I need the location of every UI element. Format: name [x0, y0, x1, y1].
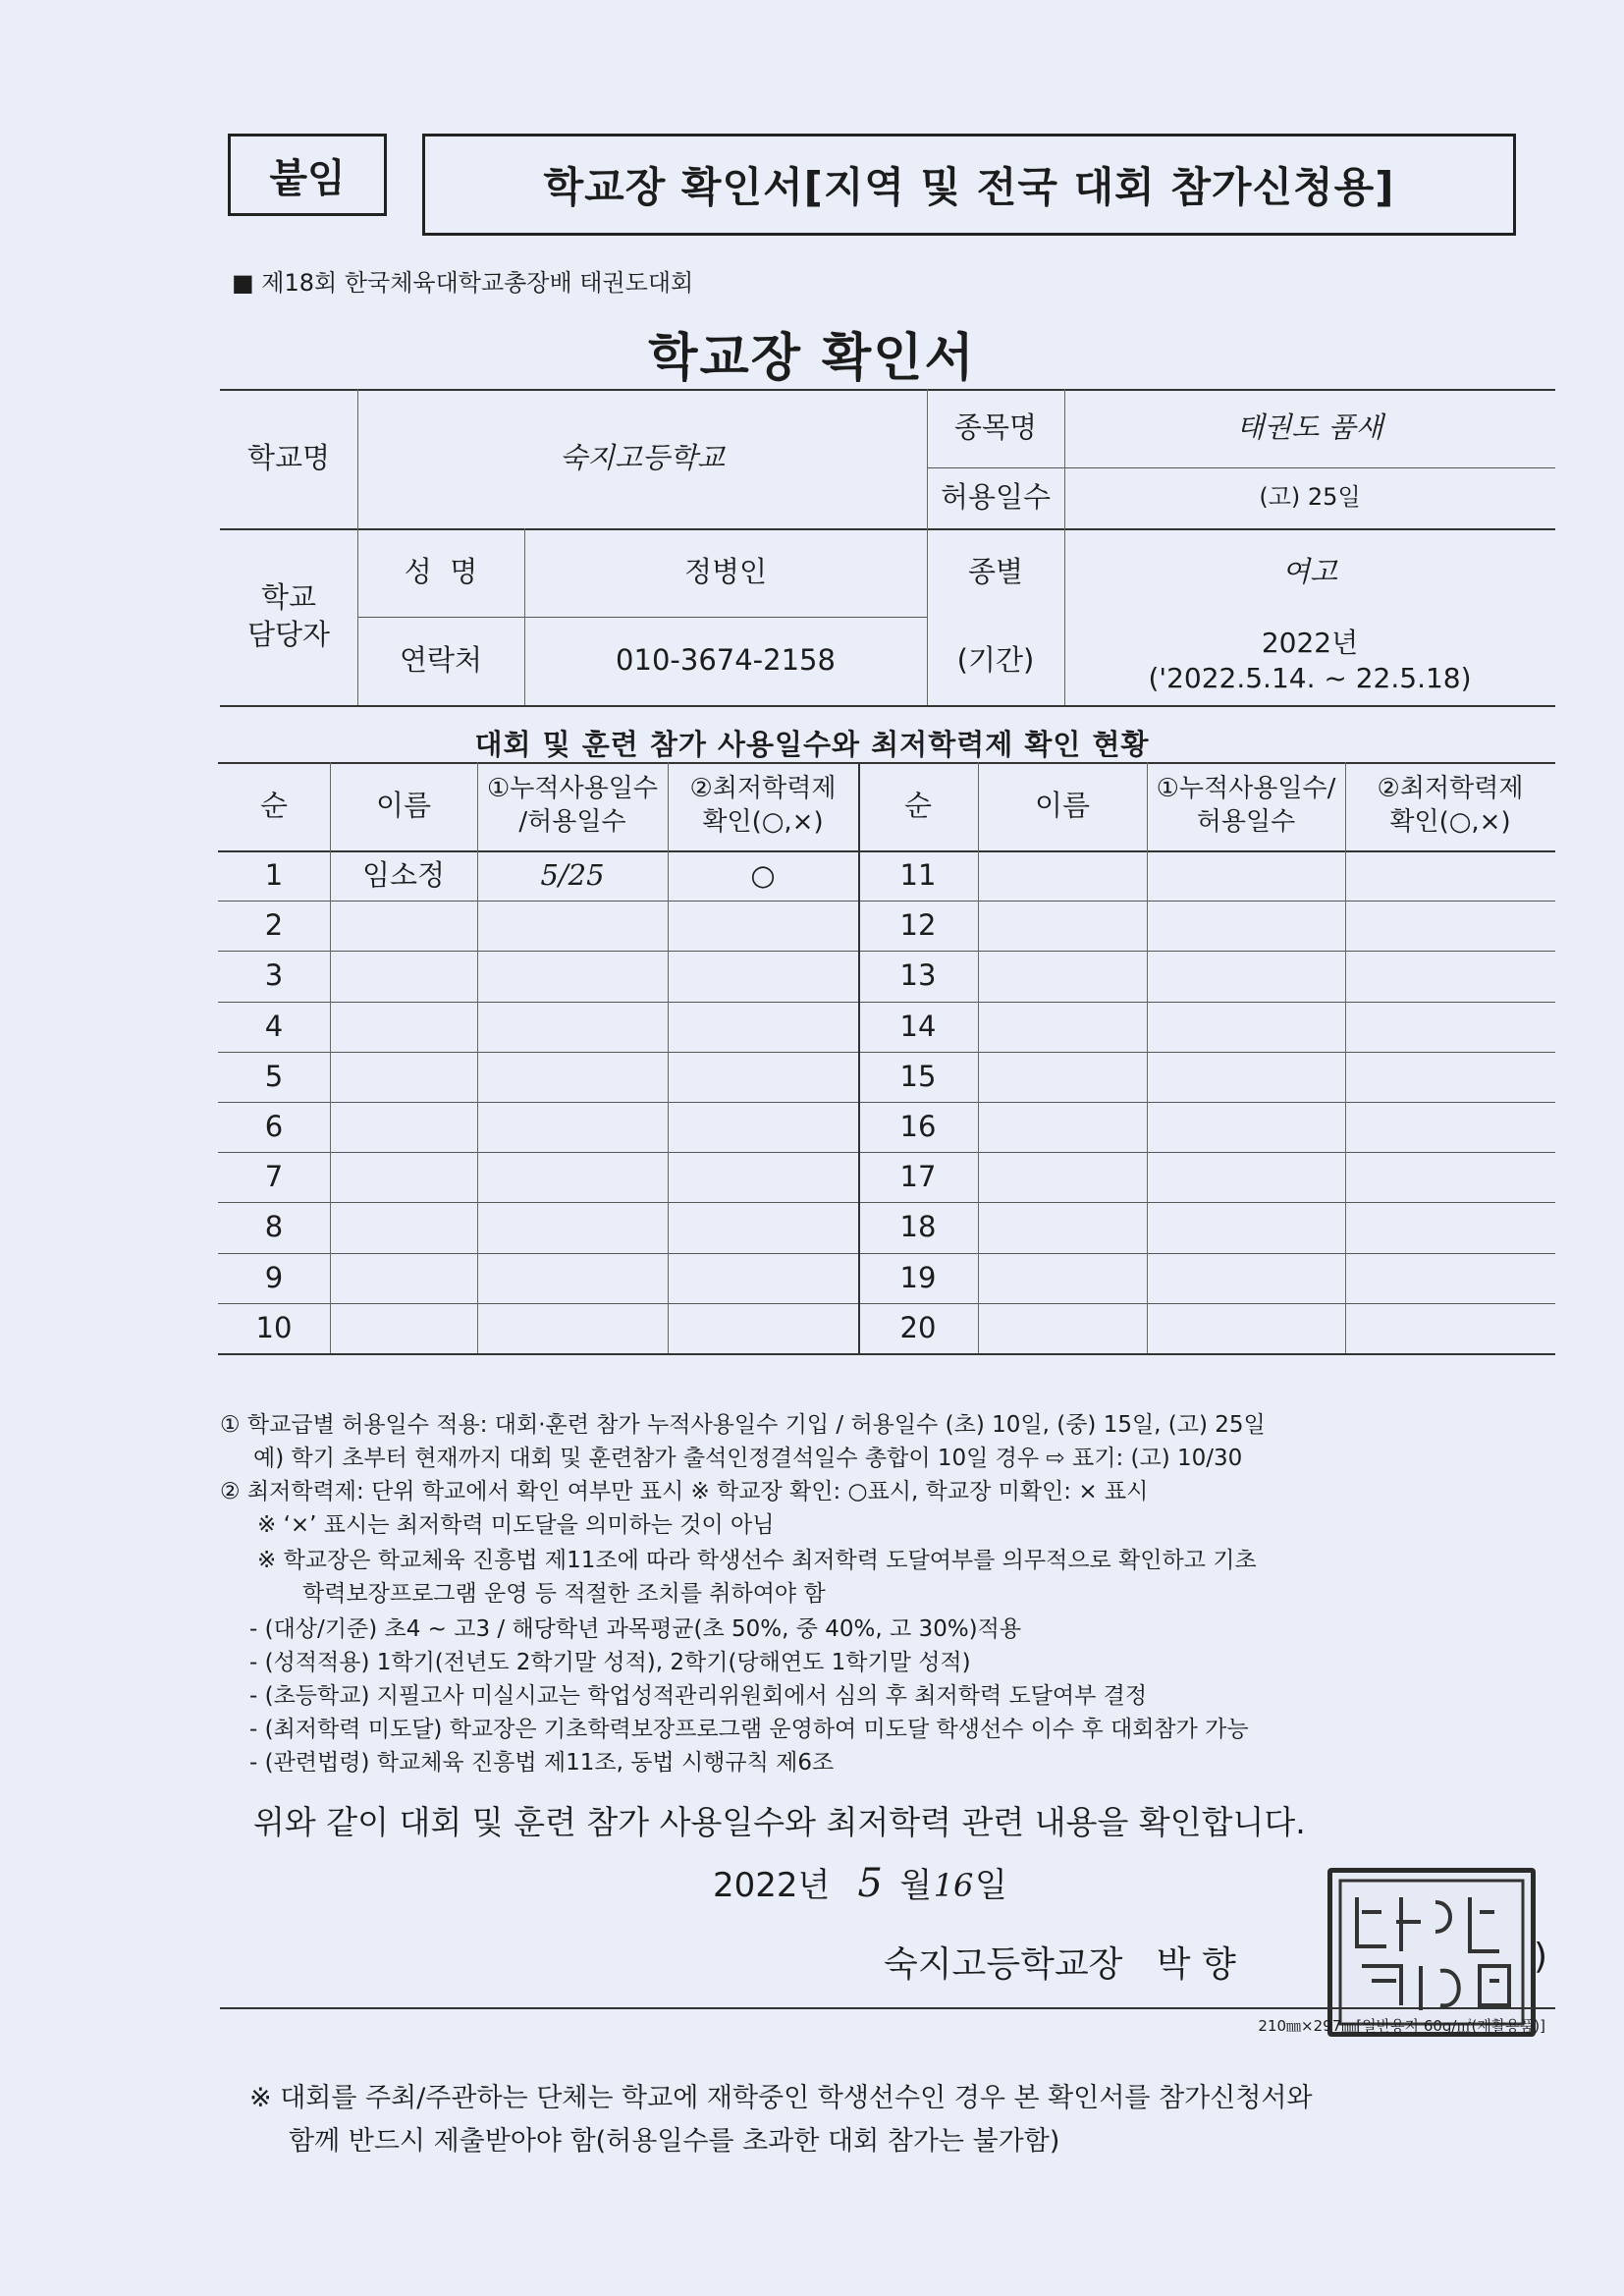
note-3: ② 최저학력제: 단위 학교에서 확인 여부만 표시 ※ 학교장 확인: ○표시, 학교장 미확인: × 표시 — [220, 1479, 1149, 1504]
row-no-right: 16 — [899, 1109, 937, 1143]
row-min — [668, 1152, 858, 1202]
doc-title-box — [422, 134, 1516, 236]
row-days — [477, 1052, 668, 1102]
date-year: 2022년 — [713, 1866, 831, 1905]
name-label: 성 명 — [404, 555, 478, 589]
row-name — [330, 901, 477, 951]
row-no: 9 — [264, 1260, 284, 1294]
period-value — [1064, 617, 1555, 705]
name-value: 정병인 — [683, 555, 768, 589]
info-bottom-line — [220, 705, 1555, 707]
row-no: 8 — [264, 1209, 284, 1243]
table-bottom-line — [218, 1353, 1555, 1355]
row-name: 임소정 — [361, 857, 446, 892]
row-min — [668, 1202, 858, 1252]
confirmation-text: 위와 같이 대회 및 훈련 참가 사용일수와 최저학력 관련 내용을 확인합니다. — [253, 1803, 1306, 1841]
date-month-label: 월 — [899, 1866, 933, 1905]
row-name — [330, 951, 477, 1001]
row-no-right: 14 — [899, 1009, 937, 1043]
table-vline — [1147, 762, 1148, 1353]
row-days — [477, 1102, 668, 1152]
header-days: ①누적사용일수 /허용일수 — [486, 774, 658, 837]
phone-label: 연락처 — [399, 643, 483, 678]
footer-note-2: 함께 반드시 제출받아야 함(허용일수를 초과한 대회 참가는 불가함) — [289, 2126, 1060, 2157]
event-value: 태권도 품새 — [1236, 410, 1383, 445]
row-days — [477, 1303, 668, 1353]
note-1: ① 학교급별 허용일수 적용: 대회·훈련 참가 누적사용일수 기입 / 허용일수 (초) 10일, (중) 15일, (고) 25일 — [220, 1412, 1266, 1438]
category-label: 종별 — [967, 555, 1024, 589]
row-name — [330, 1002, 477, 1052]
row-no: 3 — [264, 957, 284, 992]
note-7: - (대상/기준) 초4 ~ 고3 / 해당학년 과목평균(초 50%, 중 40%, 고 30%)적용 — [249, 1616, 1022, 1642]
row-min — [668, 951, 858, 1001]
note-5: ※ 학교장은 학교체육 진흥법 제11조에 따라 학생선수 최저학력 도달여부를 의무적으로 확인하고 기초 — [257, 1548, 1257, 1573]
row-min — [668, 1253, 858, 1303]
row-no: 10 — [255, 1310, 293, 1344]
date-day-label: 일 — [975, 1866, 1007, 1905]
row-days — [477, 1202, 668, 1252]
date-month: 5 — [857, 1861, 883, 1906]
row-no-right: 11 — [899, 857, 937, 892]
header-min-right: ②최저학력제 확인(○,×) — [1377, 774, 1524, 837]
row-no-right: 12 — [899, 907, 937, 942]
signer: 숙지고등학교장 박 향 — [884, 1944, 1236, 1985]
row-name — [330, 1253, 477, 1303]
row-no-right: 20 — [899, 1310, 937, 1344]
row-days — [477, 1002, 668, 1052]
note-2: 예) 학기 초부터 현재까지 대회 및 훈련참가 출석인정결석일수 총합이 10일 경우 ⇨ 표기: (고) 10/30 — [253, 1446, 1243, 1471]
period-range: ('2022.5.14. ~ 22.5.18) — [1148, 662, 1472, 694]
row-min — [668, 1002, 858, 1052]
contact-group-label: 학교 담당자 — [246, 580, 331, 651]
note-9: - (초등학교) 지필고사 미실시교는 학업성적관리위원회에서 심의 후 최저학력 도달여부 결정 — [249, 1683, 1148, 1709]
form-title: 학교장 확인서 — [648, 329, 976, 388]
row-days — [477, 951, 668, 1001]
period-label: (기간) — [956, 643, 1035, 678]
allowed-days-label: 허용일수 — [940, 480, 1052, 515]
row-min — [668, 901, 858, 951]
bottom-rule — [220, 2007, 1555, 2009]
header-name-right: 이름 — [1034, 789, 1091, 823]
footer-note-1: ※ 대회를 주최/주관하는 단체는 학교에 재학중인 학생선수인 경우 본 확인서를 참가신청서와 — [249, 2083, 1313, 2113]
row-no: 2 — [264, 907, 284, 942]
row-no: 7 — [264, 1159, 284, 1193]
row-no-right: 17 — [899, 1159, 937, 1193]
row-min — [668, 1303, 858, 1353]
row-min: ○ — [750, 857, 776, 892]
school-name-value: 숙지고등학교 — [559, 441, 726, 475]
table-vline — [1345, 762, 1346, 1353]
header-no: 순 — [259, 789, 288, 823]
event-label: 종목명 — [953, 410, 1038, 445]
attachment-label-box — [228, 134, 387, 216]
row-days — [477, 1152, 668, 1202]
allowed-days-value: (고) 25일 — [1259, 483, 1361, 512]
row-name — [330, 1102, 477, 1152]
header-days-right: ①누적사용일수/ 허용일수 — [1156, 774, 1336, 837]
signer-close: ) — [1534, 1937, 1548, 1977]
doc-title: 학교장 확인서[지역 및 전국 대회 참가신청용] — [543, 163, 1395, 211]
note-6: 학력보장프로그램 운영 등 적절한 조치를 취하여야 함 — [302, 1581, 826, 1607]
row-name — [330, 1052, 477, 1102]
row-no: 5 — [264, 1059, 284, 1093]
note-11: - (관련법령) 학교체육 진흥법 제11조, 동법 시행규칙 제6조 — [249, 1750, 835, 1776]
row-min — [668, 1102, 858, 1152]
header-no-right: 순 — [903, 789, 932, 823]
header-min: ②최저학력제 확인(○,×) — [689, 774, 837, 837]
row-no-right: 19 — [899, 1260, 937, 1294]
school-name-label: 학교명 — [246, 441, 331, 475]
seal-stamp — [1327, 1868, 1536, 2037]
phone-value: 010-3674-2158 — [616, 643, 836, 678]
paper-size: 210㎜×297㎜[일반용지 60g/㎡(재활용품)] — [1258, 2017, 1545, 2035]
event-line: ■ 제18회 한국체육대학교총장배 태권도대회 — [232, 269, 694, 297]
row-no-right: 15 — [899, 1059, 937, 1093]
row-name — [330, 1202, 477, 1252]
row-name — [330, 1152, 477, 1202]
row-no-right: 18 — [899, 1209, 937, 1243]
row-days — [477, 1253, 668, 1303]
row-no: 6 — [264, 1109, 284, 1143]
note-8: - (성적적용) 1학기(전년도 2학기말 성적), 2학기(당해연도 1학기말 성적) — [249, 1650, 971, 1675]
header-name: 이름 — [375, 789, 432, 823]
row-no-right: 13 — [899, 957, 937, 992]
row-no: 4 — [264, 1009, 284, 1043]
category-value: 여고 — [1281, 555, 1338, 589]
section-title: 대회 및 훈련 참가 사용일수와 최저학력제 확인 현황 — [474, 728, 1150, 761]
period-year: 2022년 — [1261, 626, 1359, 659]
row-min — [668, 1052, 858, 1102]
table-vline — [978, 762, 979, 1353]
date-line — [713, 1858, 1007, 1906]
row-days — [477, 901, 668, 951]
row-name — [330, 1303, 477, 1353]
row-no: 1 — [264, 857, 284, 892]
row-days: 5/25 — [540, 857, 605, 892]
note-10: - (최저학력 미도달) 학교장은 기초학력보장프로그램 운영하여 미도달 학생선수 이수 후 대회참가 가능 — [249, 1717, 1249, 1742]
date-day: 16 — [933, 1867, 974, 1904]
attachment-label: 붙임 — [269, 155, 346, 201]
note-4: ※ ‘×’ 표시는 최저학력 미도달을 의미하는 것이 아님 — [257, 1512, 775, 1538]
